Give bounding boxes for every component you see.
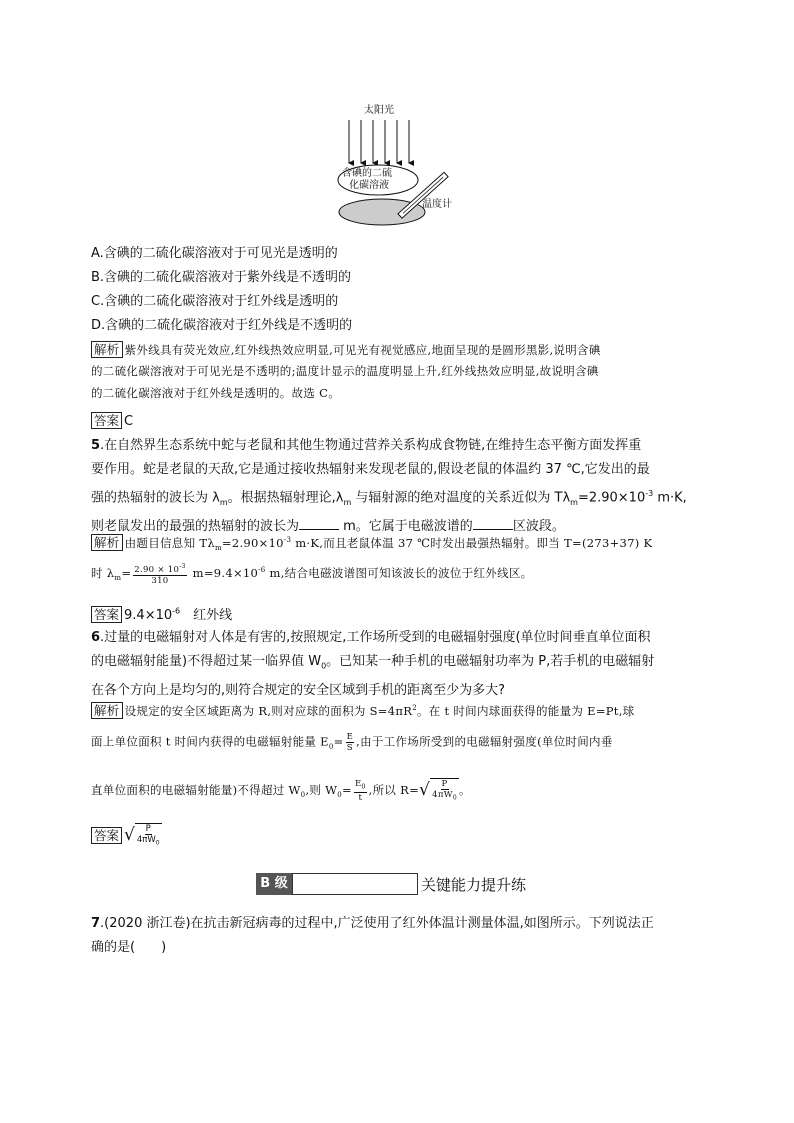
experiment-figure — [330, 98, 470, 232]
q5-number: 5 — [91, 438, 101, 453]
q4-answer-value: C — [124, 414, 134, 429]
fraction: $\frac{2.90 \times 10^{-3}}{310}$ — [134, 563, 186, 586]
question-6: 6.过量的电磁辐射对人体是有害的,按照规定,工作场所受到的电磁辐射强度(单位时间垂直单位面积 的电磁辐射能量)不得超过某一临界值 $W_0$。已知某一种手机的电磁辐射功率为 P,若手机的电磁辐射 在各个方向上是均匀的,则符合规定的安全区域到手机的距离至少为多大? — [91, 626, 711, 703]
sunlight-label: 太阳光 — [364, 105, 394, 116]
q7-number: 7 — [91, 916, 101, 931]
q5-line-3: 强的热辐射的波长为 $\lambda_m$。根据热辐射理论$,\lambda_m$ 与辐射源的绝对温度的关系近似为 $T\lambda_m=2.90\times 10^{-3}$ m·K, — [91, 489, 687, 507]
q5-analysis: 解析 由题目信息知 $T\lambda_m=2.90\times 10^{-3}$ m·K,而且老鼠体温 37 ℃时发出最强热辐射。即当 T=(273+37) K 时 $\lambda_m=$ $\frac{2.90 \times 10^{-3}}{310}$ $m=9.4\times 10^{-6}$ m,结合电磁波谱图可知该波长的波位于红外线区。 — [91, 534, 653, 586]
level-badge: B 级 — [256, 873, 292, 895]
q4-analysis-line-2: 的二硫化碳溶液对于可见光是不透明的;温度计显示的温度明显上升,红外线热效应明显,故说明含碘 — [91, 364, 599, 378]
option-b: B.含碘的二硫化碳溶液对于紫外线是不透明的 — [91, 270, 352, 285]
analysis-tag: 解析 — [91, 534, 123, 551]
option-d: D.含碘的二硫化碳溶液对于红外线是不透明的 — [91, 318, 353, 333]
q6-number: 6 — [91, 630, 101, 645]
fraction: $\frac{E_0}{t}$ — [354, 778, 366, 804]
q4-analysis-line-1: 紫外线具有荧光效应,红外线热效应明显,可见光有视觉感应,地面呈现的是圆形黑影,说明含碘 — [124, 343, 601, 357]
option-a: A.含碘的二硫化碳溶液对于可见光是透明的 — [91, 246, 338, 261]
q4-answer — [91, 412, 133, 429]
blank-1[interactable] — [299, 517, 339, 530]
option-c: C.含碘的二硫化碳溶液对于红外线是透明的 — [91, 294, 339, 309]
q5-line-4: 则老鼠发出的最强的热辐射的波长为 m。它属于电磁波谱的 区波段。 — [91, 518, 565, 534]
blank-2[interactable] — [473, 517, 513, 530]
answer-tag: 答案 — [91, 606, 122, 623]
q5-line-1: .在自然界生态系统中蛇与老鼠和其他生物通过营养关系构成食物链,在维持生态平衡方面发挥重 — [100, 438, 642, 453]
q4-analysis — [91, 341, 711, 407]
solution-label-2: 化碳溶液 — [349, 180, 389, 191]
analysis-tag: 解析 — [91, 702, 123, 719]
sunlight-experiment-diagram — [330, 98, 470, 232]
q6-line-3: 在各个方向上是均匀的,则符合规定的安全区域到手机的距离至少为多大? — [91, 682, 506, 698]
q5-line-2: 要作用。蛇是老鼠的天敌,它是通过接收热辐射来发现老鼠的,假设老鼠的体温约 37 ℃,它发出的最 — [91, 462, 650, 477]
answer-tag: 答案 — [91, 412, 122, 429]
q6-analysis: 解析 设规定的安全区域距离为 R,则对应球的面积为 $S=4\pi R^2$。在 t 时间内球面获得的能量为 E=Pt,球 面上单位面积 t 时间内获得的电磁辐射能量 $E_0=$ $\frac{E}{S}$ ,由于工作场所受到的电磁辐射强度(单位时间内垂 直单位面积的电磁辐射能量)不得超过 $W_0$,则 $W_0=$ $\frac{E_0}{t}$ ,所以 R= √ $\frac{P}{4\pi W_0}$ 。 — [91, 702, 635, 804]
q4-analysis-line-3: 的二硫化碳溶液对于红外线是透明的。故选 C。 — [91, 386, 341, 400]
square-root: √ $\frac{P}{4\pi W_0}$ — [124, 824, 160, 847]
level-divider — [292, 873, 418, 895]
question-5 — [91, 434, 711, 539]
q7-line-2: 确的是( ) — [91, 940, 167, 955]
question-7: 7.(2020 浙江卷)在抗击新冠病毒的过程中,广泛使用了红外体温计测量体温,如图所示。下列说法正 确的是( ) — [91, 912, 711, 960]
q5-answer: 答案 $9.4\times 10^{-6}$ 红外线 — [91, 604, 232, 623]
fraction: $\frac{E}{S}$ — [346, 732, 354, 753]
level-title: 关键能力提升练 — [421, 876, 527, 894]
answer-tag: 答案 — [91, 827, 122, 844]
solution-label-1: 含碘的二硫 — [342, 168, 392, 179]
thermometer-label: 温度计 — [422, 199, 452, 210]
q6-answer — [91, 823, 162, 849]
square-root: √ $\frac{P}{4\pi W_0}$ — [419, 779, 457, 802]
analysis-tag: 解析 — [91, 341, 123, 358]
